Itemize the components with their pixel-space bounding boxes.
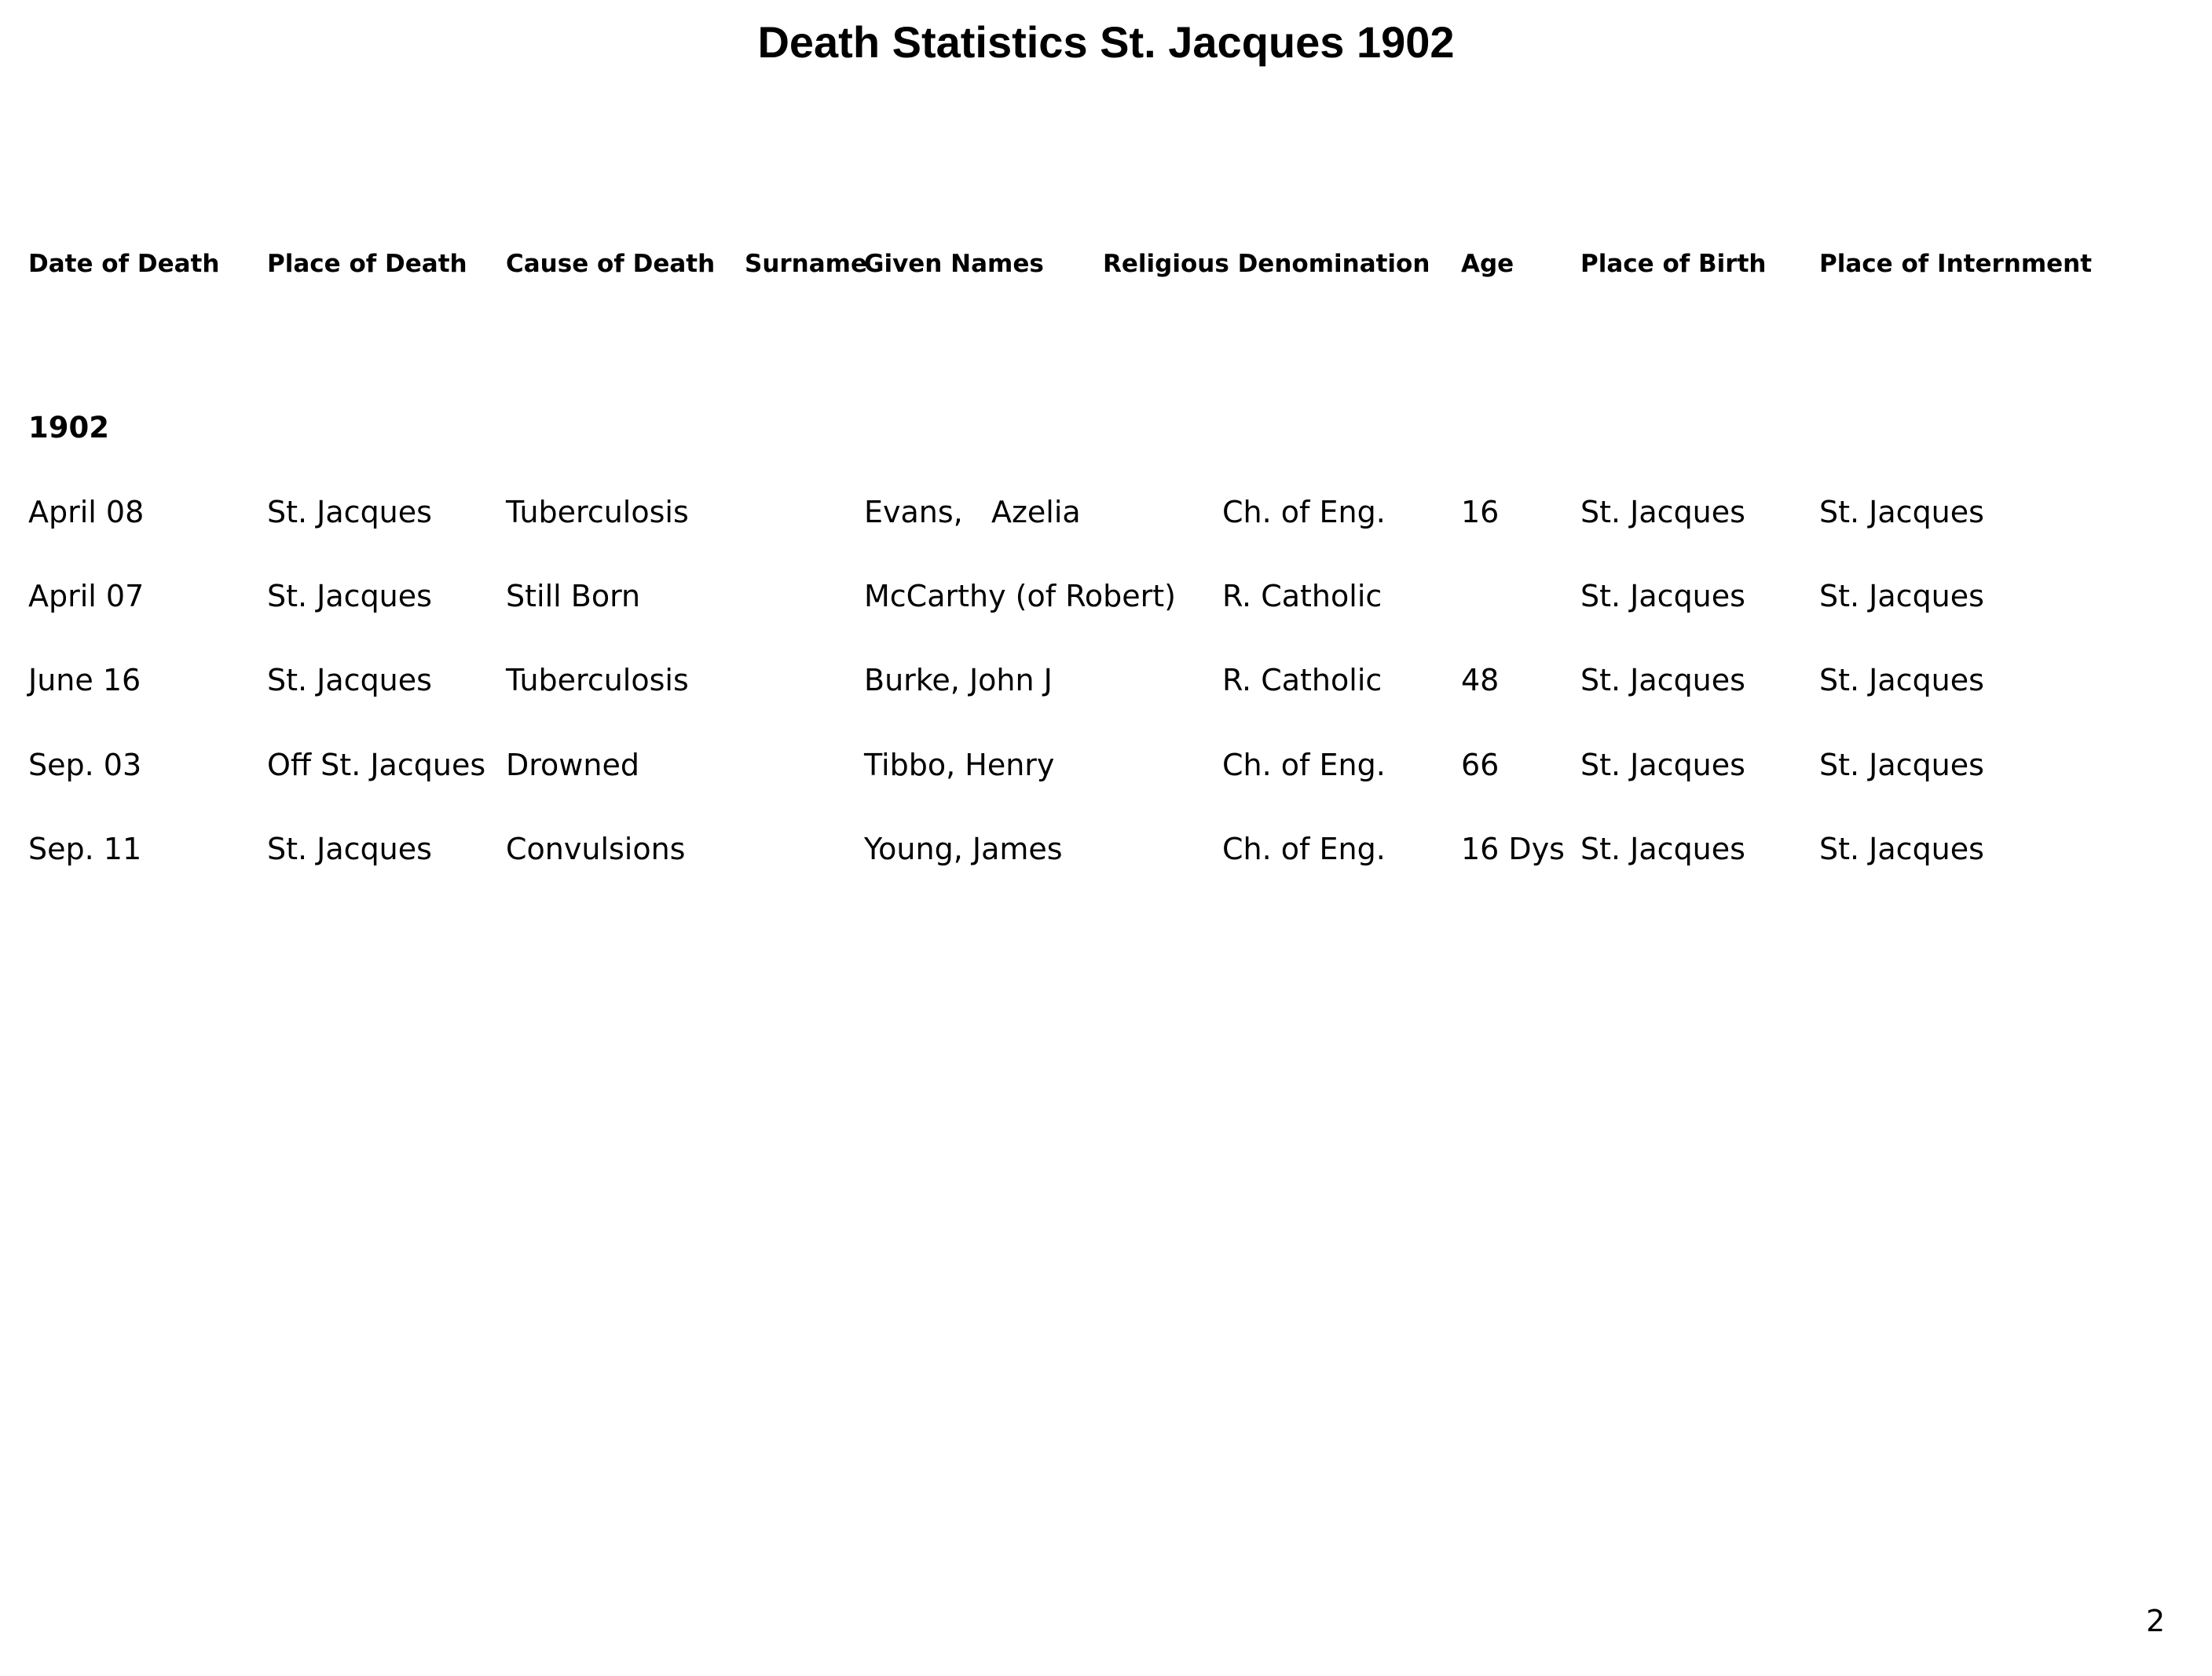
table-row [0, 661, 2212, 708]
cell-place-of-birth: St. Jacques [1580, 579, 1745, 613]
cell-place-of-internment: St. Jacques [1819, 832, 1984, 866]
cell-date: Sep. 11 [28, 832, 142, 866]
cell-place-of-birth: St. Jacques [1580, 748, 1745, 782]
cell-name: Tibbo, Henry [864, 748, 1055, 782]
cell-date: Sep. 03 [28, 748, 142, 782]
cell-religion: R. Catholic [1222, 579, 1382, 613]
cell-religion: Ch. of Eng. [1222, 832, 1386, 866]
header-given-names: Given Names [864, 250, 1044, 278]
cell-cause: Still Born [506, 579, 641, 613]
header-age: Age [1461, 250, 1514, 278]
cell-place-of-internment: St. Jacques [1819, 748, 1984, 782]
year-heading: 1902 [28, 411, 109, 445]
header-religious-denomination: Religious Denomination [1103, 250, 1430, 278]
table-row [0, 493, 2212, 540]
cell-place-of-death: Off St. Jacques [267, 748, 486, 782]
header-cause-of-death: Cause of Death [506, 250, 716, 278]
cell-religion: Ch. of Eng. [1222, 748, 1386, 782]
cell-name: Evans, Azelia [864, 495, 1081, 529]
header-place-of-internment: Place of Internment [1819, 250, 2093, 278]
cell-place-of-internment: St. Jacques [1819, 495, 1984, 529]
cell-age: 16 Dys [1461, 832, 1565, 866]
table-row [0, 746, 2212, 793]
cell-place-of-internment: St. Jacques [1819, 579, 1984, 613]
cell-place-of-birth: St. Jacques [1580, 832, 1745, 866]
page-number: 2 [2146, 1604, 2166, 1638]
cell-place-of-death: St. Jacques [267, 663, 432, 697]
cell-place-of-death: St. Jacques [267, 495, 432, 529]
cell-name: McCarthy (of Robert) [864, 579, 1176, 613]
table-row [0, 577, 2212, 624]
cell-age: 66 [1461, 748, 1500, 782]
header-place-of-death: Place of Death [267, 250, 467, 278]
cell-religion: R. Catholic [1222, 663, 1382, 697]
cell-cause: Tuberculosis [506, 495, 689, 529]
cell-date: April 08 [28, 495, 145, 529]
header-date-of-death: Date of Death [28, 250, 220, 278]
header-place-of-birth: Place of Birth [1580, 250, 1767, 278]
cell-place-of-death: St. Jacques [267, 579, 432, 613]
cell-name: Young, James [864, 832, 1063, 866]
page-title: Death Statistics St. Jacques 1902 [757, 17, 1455, 67]
cell-cause: Drowned [506, 748, 639, 782]
table-row [0, 830, 2212, 877]
cell-religion: Ch. of Eng. [1222, 495, 1386, 529]
cell-cause: Convulsions [506, 832, 686, 866]
header-surname: Surname [745, 250, 867, 278]
cell-place-of-internment: St. Jacques [1819, 663, 1984, 697]
cell-age: 16 [1461, 495, 1500, 529]
cell-place-of-birth: St. Jacques [1580, 663, 1745, 697]
cell-place-of-birth: St. Jacques [1580, 495, 1745, 529]
cell-age: 48 [1461, 663, 1500, 697]
cell-name: Burke, John J [864, 663, 1053, 697]
cell-date: April 07 [28, 579, 145, 613]
cell-place-of-death: St. Jacques [267, 832, 432, 866]
cell-cause: Tuberculosis [506, 663, 689, 697]
cell-date: June 16 [28, 663, 141, 697]
